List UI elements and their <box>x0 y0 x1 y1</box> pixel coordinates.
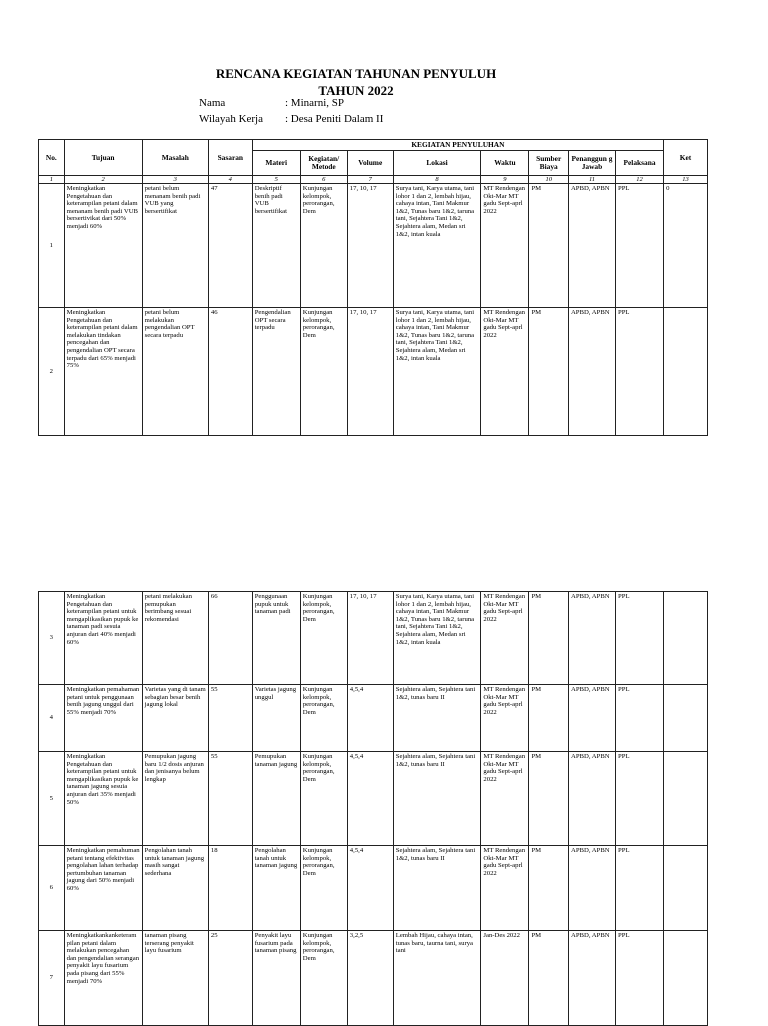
cell-ket <box>664 592 708 685</box>
cell-sasaran: 46 <box>208 308 252 436</box>
table-row <box>39 752 708 846</box>
header-ket: Ket <box>664 140 708 176</box>
cell-volume: 3,2,5 <box>347 931 393 1026</box>
cell-masalah: Varietas yang di tanam sebagian besar benih jagung lokal <box>142 685 208 752</box>
cell-volume: 17, 10, 17 <box>347 308 393 436</box>
cell-pelaksana: PPL <box>615 308 663 436</box>
cell-volume: 17, 10, 17 <box>347 184 393 308</box>
wilayah-line <box>199 113 383 125</box>
table-row <box>39 184 708 308</box>
header-volume: Volume <box>347 151 393 176</box>
cell-masalah: tanaman pisang terserang penyakit layu fusarium <box>142 931 208 1026</box>
cell-sasaran: 55 <box>208 685 252 752</box>
cell-waktu: MT Rendengan Okt-Mar MT gadu Sept-aprl 2022 <box>481 752 529 846</box>
cell-penanggung-jawab: APBD, APBN <box>568 931 615 1026</box>
cell-metode: Kunjungan kelompok, perorangan, Dem <box>300 184 347 308</box>
cell-sumber-biaya: PM <box>529 931 569 1026</box>
cell-ket <box>664 308 708 436</box>
row-number: 1 <box>39 184 65 308</box>
cell-metode: Kunjungan kelompok, perorangan, Dem <box>300 592 347 685</box>
cell-lokasi: Sejahtera alam, Sejahtera tani 1&2, tunas baru II <box>393 685 481 752</box>
nama-value: : Minarni, SP <box>285 97 344 109</box>
cell-tujuan: Meningkatkan Pengetahuan dan keterampilan petani untuk mengaplikasikan pupuk ke tanaman padi sesuia anjuran dari 40% menjadi 60% <box>64 592 142 685</box>
cell-sumber-biaya: PM <box>529 592 569 685</box>
cell-penanggung-jawab: APBD, APBN <box>568 592 615 685</box>
header-sumber-biaya: Sumber Biaya <box>529 151 569 176</box>
header-masalah: Masalah <box>142 140 208 176</box>
cell-waktu: MT Rendengan Okt-Mar MT gadu Sept-aprl 2022 <box>481 184 529 308</box>
cell-pelaksana: PPL <box>616 592 664 685</box>
cell-sumber-biaya: PM <box>529 752 569 846</box>
row-number: 3 <box>39 592 65 685</box>
header-sasaran: Sasaran <box>208 140 252 176</box>
cell-sumber-biaya: PM <box>529 685 569 752</box>
cell-pelaksana: PPL <box>616 752 664 846</box>
header-waktu: Waktu <box>481 151 529 176</box>
row-number: 7 <box>39 931 65 1026</box>
cell-materi: Pemupukan tanaman jagung <box>252 752 300 846</box>
wilayah-label: Wilayah Kerja <box>199 113 263 125</box>
cell-pelaksana: PPL <box>616 846 664 931</box>
cell-materi: Penggunaan pupuk untuk tanaman padi <box>252 592 300 685</box>
cell-penanggung-jawab: APBD, APBN <box>568 685 615 752</box>
column-number-row <box>39 176 708 184</box>
cell-lokasi: Lembah Hijau, cahaya intan, tunas baru, taurna tani, surya tani <box>393 931 481 1026</box>
cell-sumber-biaya: PM <box>529 184 569 308</box>
cell-lokasi: Sejahtera alam, Sejahtera tani 1&2, tunas baru II <box>393 846 481 931</box>
column-number: 3 <box>142 176 208 184</box>
cell-ket <box>664 931 708 1026</box>
cell-penanggung-jawab: APBD, APBN <box>568 308 615 436</box>
cell-penanggung-jawab: APBD, APBN <box>568 184 615 308</box>
cell-waktu: MT Rendengan Okt-Mar MT gadu Sept-aprl 2022 <box>481 685 529 752</box>
cell-materi: Deskriptif benih padi VUB bersertifikat <box>252 184 300 308</box>
cell-metode: Kunjungan kelompok, perorangan, Dem <box>300 752 347 846</box>
cell-lokasi: Surya tani, Karya utama, tani lohor 1 dan 2, lembah hijau, cahaya intan, Tani Makmur 1&2, Tunas baru 1&2, taruna tani, Sejahtera Tani 1&2, Sejahtera alam, Medan sri 1&2, intan kuala <box>393 308 481 436</box>
cell-metode: Kunjungan kelompok, perorangan, Dem <box>300 931 347 1026</box>
column-number: 1 <box>39 176 65 184</box>
cell-sasaran: 66 <box>208 592 252 685</box>
column-number: 4 <box>208 176 252 184</box>
cell-materi: Penyakit layu fusarium pada tanaman pisang <box>252 931 300 1026</box>
activity-table-page-1 <box>38 139 708 436</box>
document-title: RENCANA KEGIATAN TAHUNAN PENYULUH <box>215 66 497 81</box>
wilayah-value: : Desa Peniti Dalam II <box>285 113 384 125</box>
cell-masalah: Pemupukan jagung baru 1/2 dosis anjuran dan jenisanya belum lengkap <box>142 752 208 846</box>
header-materi: Materi <box>252 151 300 176</box>
header-metode: Kegiatan/ Metode <box>300 151 347 176</box>
cell-sasaran: 47 <box>208 184 252 308</box>
header-tujuan: Tujuan <box>64 140 142 176</box>
cell-masalah: petani belum menanam benih padi VUB yang bersertifikat <box>142 184 208 308</box>
cell-metode: Kunjungan kelompok, perorangan, Dem <box>300 685 347 752</box>
cell-materi: Pengendalian OPT secara terpadu <box>252 308 300 436</box>
row-number: 4 <box>39 685 65 752</box>
cell-penanggung-jawab: APBD, APBN <box>568 846 615 931</box>
cell-waktu: MT Rendengan Okt-Mar MT gadu Sept-aprl 2022 <box>481 846 529 931</box>
cell-sasaran: 25 <box>208 931 252 1026</box>
cell-ket <box>664 752 708 846</box>
row-number: 5 <box>39 752 65 846</box>
cell-ket: 0 <box>664 184 708 308</box>
cell-lokasi: Surya tani, Karya utama, tani lohor 1 dan 2, lembah hijau, cahaya intan, Tani Makmur 1&2, Tunas baru 1&2, taruna tani, Sejahtera Tani 1&2, Sejahtera alam, Medan sri 1&2, intan kuala <box>393 184 481 308</box>
cell-waktu: Jan-Des 2022 <box>481 931 529 1026</box>
nama-label: Nama <box>199 97 226 109</box>
cell-pelaksana: PPL <box>616 685 664 752</box>
cell-materi: Pengolahan tanah untuk tanaman jagung <box>252 846 300 931</box>
header-pelaksana: Pelaksana <box>615 151 663 176</box>
cell-metode: Kunjungan kelompok, perorangan, Dem <box>300 846 347 931</box>
column-number: 7 <box>347 176 393 184</box>
table-row <box>39 931 708 1026</box>
table-row <box>39 592 708 685</box>
cell-lokasi: Sejahtera alam, Sejahtera tani 1&2, tunas baru II <box>393 752 481 846</box>
cell-tujuan: Meningkatkan Pengetahuan dan keterampilan petani dalam melakukan tindakan pencegahan dan pengendalian OPT secara terpadu dari 65% menjadi 75% <box>64 308 142 436</box>
table-row <box>39 308 708 436</box>
header-no: No. <box>39 140 65 176</box>
table-row <box>39 846 708 931</box>
cell-metode: Kunjungan kelompok, perorangan, Dem <box>300 308 347 436</box>
nama-line <box>199 97 344 109</box>
column-number: 13 <box>664 176 708 184</box>
cell-waktu: MT Rendengan Okt-Mar MT gadu Sept-aprl 2022 <box>481 308 529 436</box>
cell-sumber-biaya: PM <box>529 846 569 931</box>
cell-masalah: petani melakukan pemupukan berimbang sesuai rekomendasi <box>142 592 208 685</box>
header-penanggung-jawab: Penanggun g Jawab <box>568 151 615 176</box>
column-number: 10 <box>529 176 569 184</box>
cell-tujuan: Meningkatkan pemahaman petani untuk penggunaan benih jagung unggul dari 55% menjadi 70% <box>64 685 142 752</box>
header-kegiatan-penyuluhan: KEGIATAN PENYULUHAN <box>252 140 663 151</box>
cell-lokasi: Surya tani, Karya utama, tani lohor 1 dan 2, lembah hijau, cahaya intan, Tani Makmur 1&2, Tunas baru 1&2, taruna tani, Sejahtera Tani 1&2, Sejahtera alam, Medan sri 1&2, intan kuala <box>393 592 481 685</box>
column-number: 11 <box>568 176 615 184</box>
cell-tujuan: Meningkatkankanketerampilan petani dalam melakukan pencegahan dan pengendalian serangan penyakit layu fusarium pada pisang dari 55% menjadi 70% <box>64 931 142 1026</box>
cell-sumber-biaya: PM <box>529 308 569 436</box>
cell-volume: 4,5,4 <box>347 846 393 931</box>
cell-volume: 4,5,4 <box>347 685 393 752</box>
cell-waktu: MT Rendengan Okt-Mar MT gadu Sept-aprl 2022 <box>481 592 529 685</box>
cell-pelaksana: PPL <box>616 931 664 1026</box>
cell-tujuan: Meningkatkan Pengetahuan dan keterampilan petani untuk mengaplikasikan pupuk ke tanaman jagung sesuia anjuran dari 35% menjadi 50% <box>64 752 142 846</box>
cell-tujuan: Meningkatkan Pengetahuan dan keterampilan petani dalam menanam benih padi VUB bersertivikat dari 50% menjadi 60% <box>64 184 142 308</box>
table-row <box>39 685 708 752</box>
column-number: 9 <box>481 176 529 184</box>
row-number: 2 <box>39 308 65 436</box>
column-number: 2 <box>64 176 142 184</box>
cell-penanggung-jawab: APBD, APBN <box>568 752 615 846</box>
header-lokasi: Lokasi <box>393 151 481 176</box>
column-number: 8 <box>393 176 481 184</box>
cell-materi: Varietas jagung unggul <box>252 685 300 752</box>
cell-volume: 17, 10, 17 <box>347 592 393 685</box>
document-year: TAHUN 2022 <box>318 83 394 98</box>
cell-ket <box>664 846 708 931</box>
cell-volume: 4,5,4 <box>347 752 393 846</box>
cell-tujuan: Meningkatkan pemahuman petani tentang efektivitas pengolahan lahan terhadap pertumbuhan tanaman jagung dari 50% menjadi 60% <box>64 846 142 931</box>
column-number: 5 <box>252 176 300 184</box>
cell-masalah: Pengolahan tanah untuk tanaman jagung masih sangat sederhana <box>142 846 208 931</box>
row-number: 6 <box>39 846 65 931</box>
column-number: 12 <box>615 176 663 184</box>
cell-sasaran: 18 <box>208 846 252 931</box>
column-number: 6 <box>300 176 347 184</box>
cell-sasaran: 55 <box>208 752 252 846</box>
cell-ket <box>664 685 708 752</box>
cell-masalah: petani belum melakukan pengendalian OPT secara terpadu <box>142 308 208 436</box>
activity-table-page-2 <box>38 591 708 1026</box>
cell-pelaksana: PPL <box>615 184 663 308</box>
